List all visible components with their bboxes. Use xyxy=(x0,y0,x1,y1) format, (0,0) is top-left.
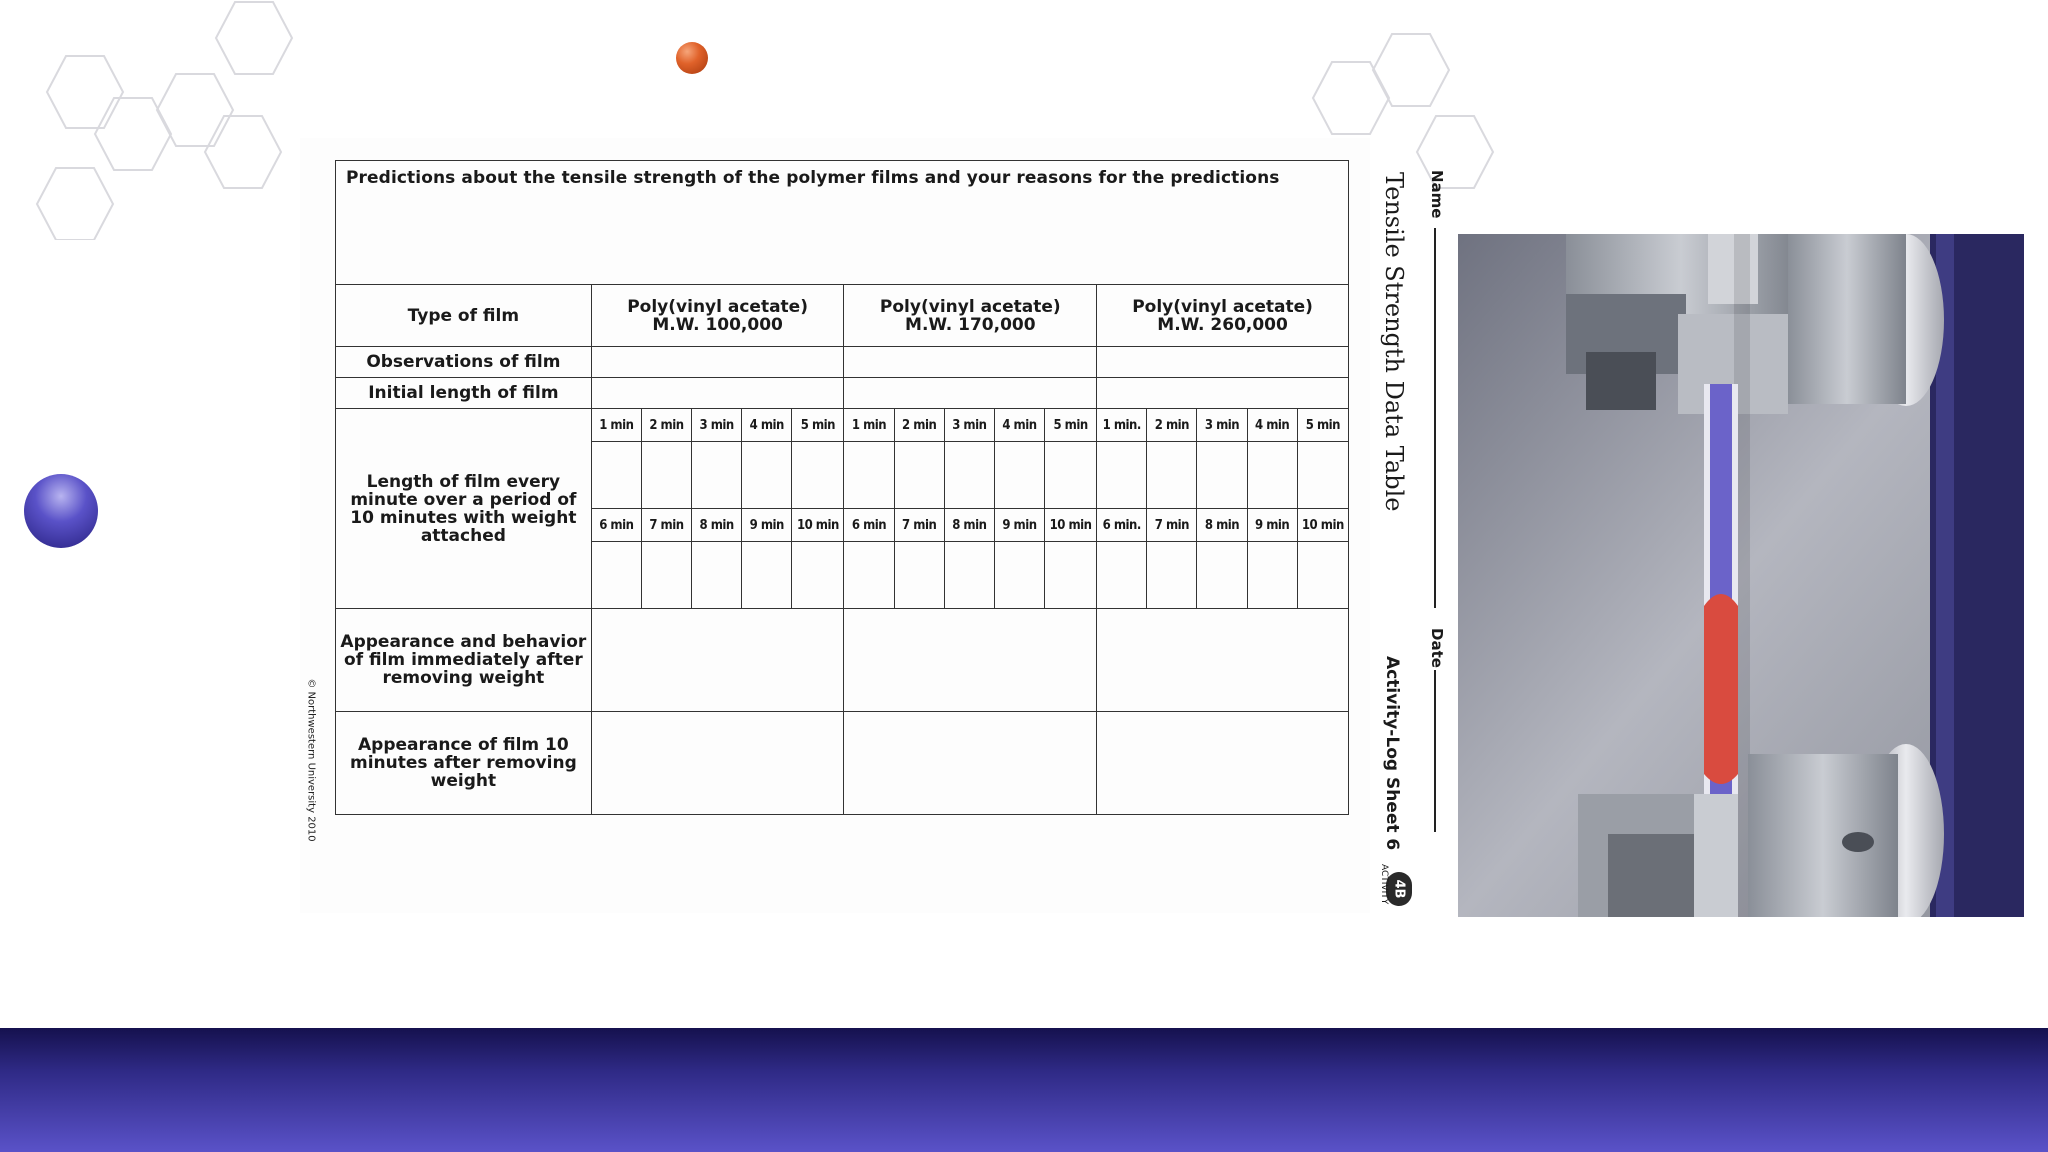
initial-length-label: Initial length of film xyxy=(336,378,592,409)
length-entry-cell[interactable] xyxy=(641,442,691,509)
observations-cell[interactable] xyxy=(1097,347,1349,378)
time-label: 5 min xyxy=(792,409,844,442)
time-label: 10 min xyxy=(1045,509,1097,542)
length-every-minute-label: Length of film every minute over a period of 10 minutes with weight attached xyxy=(336,409,592,609)
time-label: 4 min xyxy=(994,409,1044,442)
length-entry-cell[interactable] xyxy=(792,542,844,609)
time-label: 9 min xyxy=(1247,509,1297,542)
time-label: 8 min xyxy=(944,509,994,542)
length-entry-cell[interactable] xyxy=(1247,442,1297,509)
appearance-immediately-label: Appearance and behavior of film immediately after removing weight xyxy=(336,609,592,712)
time-label: 7 min xyxy=(1147,509,1197,542)
activity-label: ACTIVITY xyxy=(1379,864,1389,905)
length-entry-cell[interactable] xyxy=(1197,442,1247,509)
time-label: 2 min xyxy=(1147,409,1197,442)
film-mw: M.W. 260,000 xyxy=(1157,314,1288,335)
appearance-immediately-cell[interactable] xyxy=(844,609,1097,712)
date-line[interactable] xyxy=(1434,670,1436,832)
time-label: 3 min xyxy=(692,409,742,442)
length-entry-cell[interactable] xyxy=(1045,542,1097,609)
time-label: 6 min xyxy=(591,509,641,542)
appearance-immediately-cell[interactable] xyxy=(591,609,844,712)
length-entry-cell[interactable] xyxy=(894,442,944,509)
appearance-immediately-cell[interactable] xyxy=(1097,609,1349,712)
time-label: 9 min xyxy=(994,509,1044,542)
length-entry-cell[interactable] xyxy=(591,442,641,509)
orange-sphere-decoration xyxy=(676,42,708,74)
activity-log-sheet xyxy=(300,138,1370,913)
length-entry-cell[interactable] xyxy=(1297,442,1348,509)
length-entry-cell[interactable] xyxy=(591,542,641,609)
activity-number-badge xyxy=(1386,872,1412,906)
time-label: 6 min xyxy=(844,509,894,542)
length-entry-cell[interactable] xyxy=(1147,442,1197,509)
length-entry-cell[interactable] xyxy=(1097,542,1147,609)
film-name: Poly(vinyl acetate) xyxy=(879,296,1061,317)
time-label: 10 min xyxy=(792,509,844,542)
activity-number: 4B xyxy=(1391,879,1407,899)
time-label: 5 min xyxy=(1297,409,1348,442)
name-label: Name xyxy=(1428,170,1446,219)
film-mw: M.W. 170,000 xyxy=(905,314,1036,335)
length-entry-cell[interactable] xyxy=(844,442,894,509)
time-label: 3 min xyxy=(1197,409,1247,442)
length-entry-cell[interactable] xyxy=(792,442,844,509)
initial-length-cell[interactable] xyxy=(1097,378,1349,409)
length-entry-cell[interactable] xyxy=(1197,542,1247,609)
time-label: 3 min xyxy=(944,409,994,442)
date-label: Date xyxy=(1428,628,1446,668)
film-mw: M.W. 100,000 xyxy=(652,314,783,335)
length-entry-cell[interactable] xyxy=(1147,542,1197,609)
length-entry-cell[interactable] xyxy=(894,542,944,609)
observations-cell[interactable] xyxy=(844,347,1097,378)
time-label: 2 min xyxy=(894,409,944,442)
time-label: 1 min xyxy=(591,409,641,442)
name-line[interactable] xyxy=(1434,228,1436,608)
film-name: Poly(vinyl acetate) xyxy=(1132,296,1313,317)
length-entry-cell[interactable] xyxy=(1297,542,1348,609)
time-label: 2 min xyxy=(641,409,691,442)
footer-band xyxy=(0,1028,2048,1152)
film-header-2 xyxy=(844,285,1097,347)
tensile-tester-photo xyxy=(1458,234,2024,917)
appearance-10-min-label: Appearance of film 10 minutes after removing weight xyxy=(336,712,592,815)
length-entry-cell[interactable] xyxy=(1097,442,1147,509)
observations-cell[interactable] xyxy=(591,347,844,378)
time-label: 7 min xyxy=(894,509,944,542)
sheet-number-label: Activity-Log Sheet 6 xyxy=(1382,656,1402,851)
copyright-note xyxy=(303,678,319,842)
length-entry-cell[interactable] xyxy=(641,542,691,609)
time-label: 4 min xyxy=(742,409,792,442)
length-entry-cell[interactable] xyxy=(944,442,994,509)
length-entry-cell[interactable] xyxy=(1247,542,1297,609)
time-label: 10 min xyxy=(1297,509,1348,542)
time-label: 7 min xyxy=(641,509,691,542)
appearance-10-min-cell[interactable] xyxy=(1097,712,1349,815)
initial-length-cell[interactable] xyxy=(844,378,1097,409)
initial-length-cell[interactable] xyxy=(591,378,844,409)
blue-sphere-decoration xyxy=(24,474,98,548)
length-entry-cell[interactable] xyxy=(944,542,994,609)
tensile-strength-data-table xyxy=(335,160,1349,815)
length-entry-cell[interactable] xyxy=(994,542,1044,609)
time-label: 9 min xyxy=(742,509,792,542)
copyright-text: © Northwestern University 2010 xyxy=(305,678,317,842)
time-label: 6 min. xyxy=(1097,509,1147,542)
length-entry-cell[interactable] xyxy=(1045,442,1097,509)
length-entry-cell[interactable] xyxy=(742,442,792,509)
length-entry-cell[interactable] xyxy=(994,442,1044,509)
time-label: 8 min xyxy=(692,509,742,542)
type-of-film-label: Type of film xyxy=(336,285,592,347)
appearance-10-min-cell[interactable] xyxy=(591,712,844,815)
sheet-title: Tensile Strength Data Table xyxy=(1380,172,1408,512)
length-entry-cell[interactable] xyxy=(692,542,742,609)
predictions-box[interactable] xyxy=(336,161,1349,285)
appearance-10-min-cell[interactable] xyxy=(844,712,1097,815)
length-entry-cell[interactable] xyxy=(692,442,742,509)
observations-label: Observations of film xyxy=(336,347,592,378)
time-label: 5 min xyxy=(1045,409,1097,442)
time-label: 4 min xyxy=(1247,409,1297,442)
film-header-3 xyxy=(1097,285,1349,347)
length-entry-cell[interactable] xyxy=(844,542,894,609)
film-header-1 xyxy=(591,285,844,347)
length-entry-cell[interactable] xyxy=(742,542,792,609)
predictions-heading: Predictions about the tensile strength of the polymer films and your reasons for the predictions xyxy=(346,168,1280,188)
time-label: 1 min. xyxy=(1097,409,1147,442)
time-label: 8 min xyxy=(1197,509,1247,542)
film-name: Poly(vinyl acetate) xyxy=(627,296,808,317)
time-label: 1 min xyxy=(844,409,894,442)
